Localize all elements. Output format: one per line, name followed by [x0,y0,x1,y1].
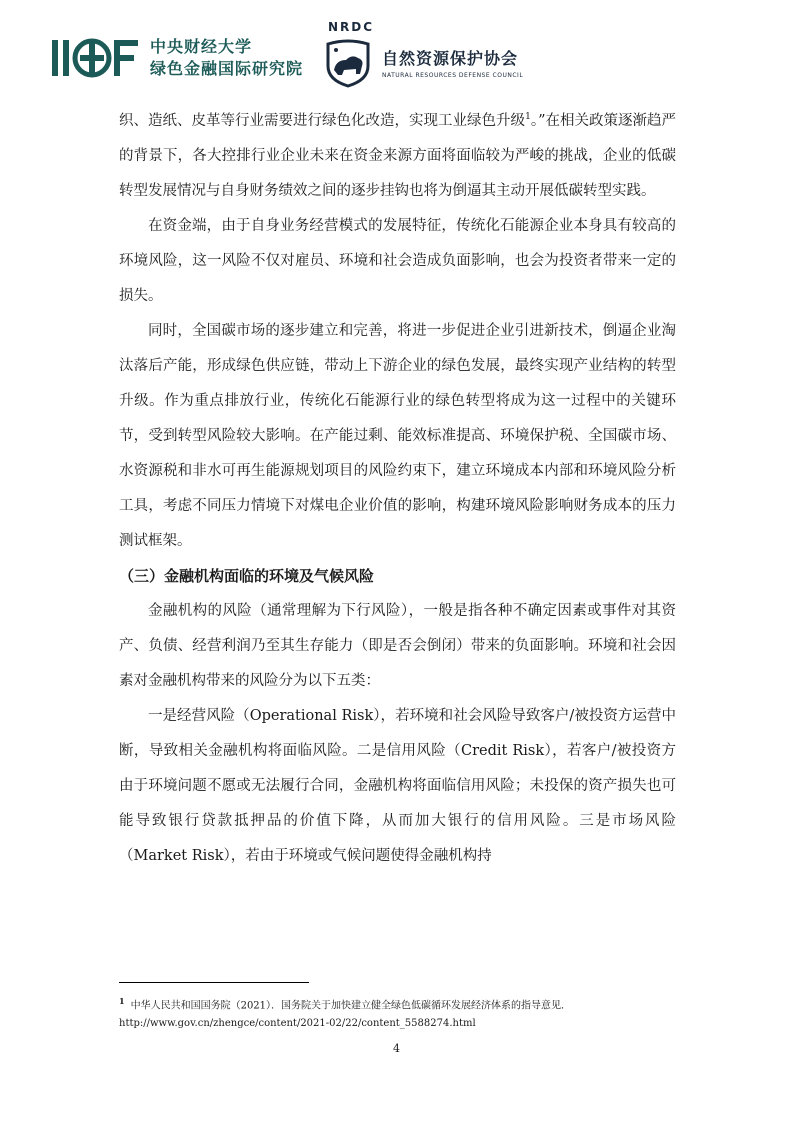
paragraph-2: 在资金端，由于自身业务经营模式的发展特征，传统化石能源企业本身具有较高的环境风险，这一风险不仅对雇员、环境和社会造成负面影响，也会为投资者带来一定的损失。 [119,218,676,304]
nrdc-name-en: NATURAL RESOURCES DEFENSE COUNCIL [382,72,524,79]
iigf-name-line2: 绿色金融国际研究院 [150,59,304,78]
paragraph-1-tail: 。”在相关政策逐渐趋严的背景下，各大控排行业企业未来在资金来源方面将面临较为严峻的挑战，企业的低碳转型发展情况与自身财务绩效之间的逐步挂钩也将为倒逼其主动开展低碳转型实践。 [119,113,677,199]
paragraph-5: 一是经营风险（Operational Risk），若环境和社会风险导致客户/被投资方运营中断，导致相关金融机构将面临风险。二是信用风险（Credit Risk），若客户/被投资方由于环境问题不愿或无法履行合同，金融机构将面临信用风险；未投保的资产损失也可能导致银行贷款抵押品的价值下降，从而加大银行的信用风险。三是市场风险（Market Risk），若由于环境或气候问题使得金融机构持 [119,708,676,864]
page-header [0,18,793,88]
page-number: 4 [393,1042,400,1055]
paragraph-4: 金融机构的风险（通常理解为下行风险），一般是指各种不确定因素或事件对其资产、负债、经营利润乃至其生存能力（即是否会倒闭）带来的负面影响。环境和社会因素对金融机构带来的风险分为以下五类： [119,603,676,689]
footnote-url[interactable]: http://www.gov.cn/zhengce/content/2021-02/22/content_5588274.html [119,1018,476,1030]
footnote-marker: 1 [119,996,125,1006]
iigf-name-line1: 中央财经大学 [150,37,253,56]
polar-bear-icon [322,36,374,88]
paragraph-1-text: 织、造纸、皮革等行业需要进行绿色化改造，实现工业绿色升级 [119,113,526,129]
footnote-ref[interactable]: 1 [525,112,531,123]
paragraph-1 [119,104,676,209]
section-heading: （三）金融机构面临的环境及气候风险 [119,567,375,585]
footnote-divider [119,982,309,983]
nrdc-abbr: NRDC [328,20,375,34]
footnote-citation: 中华人民共和国国务院（2021）．国务院关于加快建立健全绿色低碳循环发展经济体系的指导意见． [130,1000,572,1012]
body-text [119,104,676,874]
paragraph-3: 同时，全国碳市场的逐步建立和完善，将进一步促进企业引进新技术，倒逼企业淘汰落后产能，形成绿色供应链，带动上下游企业的绿色发展，最终实现产业结构的转型升级。作为重点排放行业，传统化石能源行业的绿色转型将成为这一过程中的关键环节，受到转型风险较大影响。在产能过剩、能效标准提高、环境保护税、全国碳市场、水资源税和非水可再生能源规划项目的风险约束下，建立环境成本内部和环境风险分析工具，考虑不同压力情境下对煤电企业价值的影响，构建环境风险影响财务成本的压力测试框架。 [119,323,676,549]
iigf-logo-icon [52,38,142,78]
iigf-name [150,36,303,80]
footnote [119,992,699,1033]
footnote-line-1 [119,992,699,1015]
nrdc-name-cn: 自然资源保护协会 [382,49,519,68]
